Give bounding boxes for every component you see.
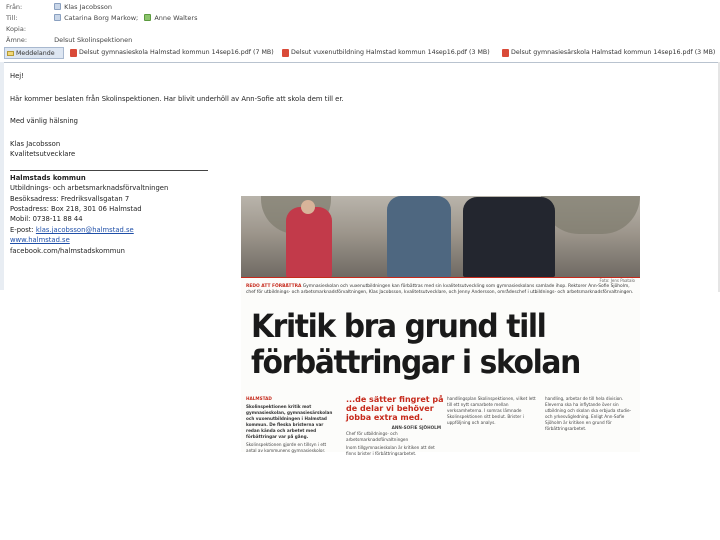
photo-person: [286, 207, 332, 277]
photo-person: [463, 197, 555, 277]
attachment-1[interactable]: Delsut gymnasieskola Halmstad kommun 14sep16.pdf (7 MB): [70, 47, 274, 59]
subject-label: Ämne:: [6, 36, 28, 44]
attachment-2[interactable]: Delsut vuxenutbildning Halmstad kommun 14sep16.pdf (3 MB): [282, 47, 490, 59]
photo-credit: Foto: Jens Paatalo: [599, 278, 635, 283]
contact-card-icon: [54, 14, 61, 21]
cc-row: [6, 24, 54, 35]
subject-row: [6, 35, 132, 46]
byline-role: Chef för utbildnings- och arbetsmarknadsförvaltningen: [346, 431, 409, 442]
article-col-1-body: Skolinspektionen gjorde en tillsyn i ett antal av kommunens gymnasieskolor.: [246, 442, 327, 453]
header-divider: [0, 62, 720, 63]
byline: ANN-SOFIE SJÖHOLM: [391, 425, 441, 430]
pull-quote-line-1: ...de sätter fingret på: [346, 395, 444, 404]
byline-block: [346, 425, 441, 456]
signature-name: Klas Jacobsson: [10, 140, 61, 148]
headline-line-1: Kritik bra grund till: [251, 307, 546, 345]
signature-org: Halmstads kommun: [10, 174, 86, 182]
signature-email-row: E-post: klas.jacobsson@halmstad.se: [10, 226, 134, 234]
contact-card-icon: [54, 3, 61, 10]
clipping-photo: [241, 196, 640, 277]
pdf-icon: [502, 49, 509, 57]
signature-post: Postadress: Box 218, 301 06 Halmstad: [10, 205, 142, 213]
signature-visit: Besöksadress: Fredriksvallsgatan 7: [10, 195, 130, 203]
to-recipient-1[interactable]: Catarina Borg Markow;: [54, 13, 138, 24]
presence-icon: [144, 14, 151, 21]
photo-rule: [241, 277, 640, 278]
signature-mobile: Mobil: 0738-11 88 44: [10, 215, 83, 223]
article-col-3: handlingsplan Skolinspektionen, vilket lett till ett nytt samarbete mellan verksamheterna. I somras lämnade Skolinspektionen sitt beslut. Brister i uppföljning och analys.: [447, 396, 536, 425]
pdf-icon: [282, 49, 289, 57]
from-row: [6, 2, 112, 13]
section-label: HALMSTAD: [246, 396, 272, 401]
photo-person: [387, 196, 451, 277]
photo-person-head: [301, 200, 315, 214]
headline-line-2: förbättringar i skolan: [251, 343, 580, 381]
to-label: Till:: [6, 14, 18, 22]
to-row: [6, 13, 198, 24]
article-col-4: handling, arbetar de till hela division. Eleverna ska ha inflytande över sin utbildning och skolan ska erbjuda studie- och yrkesvägledning. Enligt Ann-Sofie Sjöholm är kritiken en grund för förbättringsarbetet.: [545, 396, 632, 431]
email-link[interactable]: klas.jacobsson@halmstad.se: [35, 226, 134, 234]
article-lead: Skolinspektionen kritik mot gymnasieskolan, gymnasiesärskolan och vuxenutbildningen i Halmstad kommun. De fleska bristerna var redan kända och arbetet med förbättringar var på gång.: [246, 404, 333, 439]
pull-quote-line-2: de delar vi behöver: [346, 404, 434, 413]
facebook-link[interactable]: facebook.com/halmstadskommun: [10, 247, 125, 255]
attachment-bar: [0, 47, 720, 59]
attachment-3[interactable]: Delsut gymnasiesärskola Halmstad kommun 14sep16.pdf (3 MB): [502, 47, 715, 59]
signature-role: Kvalitetsutvecklare: [10, 150, 76, 158]
newspaper-clipping: [241, 196, 640, 456]
article-col-1: [246, 396, 338, 452]
pdf-icon: [70, 49, 77, 57]
envelope-icon: [7, 51, 14, 56]
photo-caption: REDO ATT FÖRBÄTTRA Gymnasieskolan och vuxenutbildningen kan förbättras med sin kvalitetsutveckling som gymnasieskolans samlade ihop. Rektorer Ann-Sofie Sjöholm, chef för utbildnings- och arbetsmarknadsförvaltningen, Klas Jacobsson, kvalitetsutvecklare, och Jenny Andersson, områdeschef i utbildnings- och arbetsmarknadsförvaltningen.: [246, 284, 634, 295]
to-recipient-2[interactable]: Anne Walters: [144, 13, 197, 24]
body-gutter: [0, 62, 4, 290]
article-col-2-body: Inom tillgymnasieskolan är kritiken att det finns brister i förbättringsarbetet.: [346, 445, 435, 456]
signature-dept: Utbildnings- och arbetsmarknadsförvaltningen: [10, 184, 169, 192]
photo-foliage: [541, 196, 640, 234]
from-value[interactable]: Klas Jacobsson: [54, 2, 112, 13]
subject-value: Delsut Skolinspektionen: [54, 36, 133, 44]
pull-quote-line-3: jobba extra med.: [346, 413, 423, 422]
closing: Med vänlig hälsning: [10, 117, 78, 125]
body-line-1: Här kommer beslaten från Skolinspektionen. Har blivit underhöll av Ann-Sofie att skola dem till er.: [10, 95, 344, 103]
message-tab[interactable]: Meddelande: [4, 47, 64, 59]
web-link[interactable]: www.halmstad.se: [10, 236, 70, 244]
signature-rule: [10, 170, 208, 171]
from-label: Från:: [6, 3, 23, 11]
greeting: Hej!: [10, 72, 24, 80]
cc-label: Kopia:: [6, 25, 27, 33]
